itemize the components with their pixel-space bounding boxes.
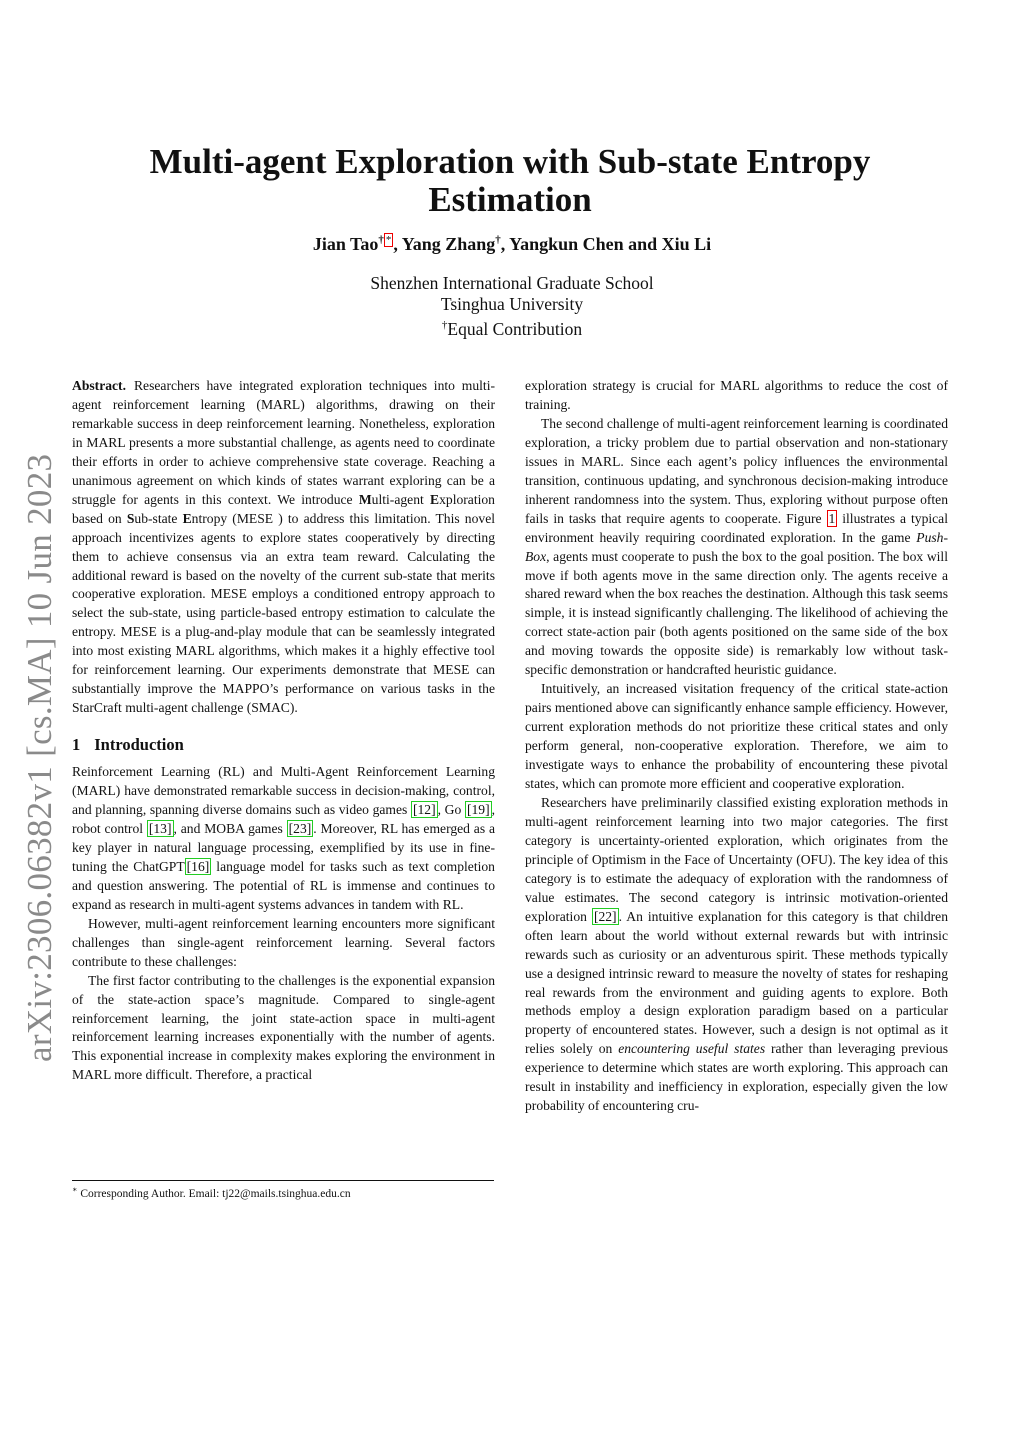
arxiv-stamp: arXiv:2306.06382v1 [cs.MA] 10 Jun 2023: [20, 453, 59, 1062]
text-run: language model for tasks such as text completion and question answering. The potential of RL is immense and continues to expand as research in multi-agent systems advances in tandem with RL.: [72, 858, 495, 912]
right-column: [525, 377, 948, 1116]
text-run: ntropy (MESE ) to address this limitation. This novel approach incentivizes agents to explore states cooperatively by directing them to achieve consensus via an extra team reward. Calculating the additional reward is based on the novelty of the current sub-state that merits cooperative exploration. MESE employs a conditioned entropy approach to select the sub-state, using particle-based entropy estimation to calculate the entropy. MESE is a plug-and-play module that can be seamlessly integrated into most existing MARL algorithms, which makes it a highly effective tool for reinforcement learning. Our experiments demonstrate that MESE can substantially improve the MAPPO’s performance on various tasks in the StarCraft multi-agent challenge (SMAC).: [72, 510, 496, 716]
author-name: , Yang Zhang: [393, 234, 496, 254]
text-run: Researchers have integrated exploration techniques into multi-agent reinforcement learning (MARL) algorithms, drawing on their remarkable success in deep reinforcement learning. Nonetheless, exploration in MARL presents a more substantial challenge, as agents need to coordinate their efforts in order to achieve comprehensive state coverage. Reaching a unanimous agreement on which kinds of states warrant exploring can be a struggle for agents in this context. We introduce: [72, 378, 495, 507]
text-run: . An intuitive explanation for this category is that children often learn about the world without external rewards but with intrinsic rewards such as curiosity or an adventurous spirit. These methods typically use a designed intrinsic reward to measure the novelty of states for reshaping real rewards from the environment and guiding agents to explore. Both methods employ a design exploration paradigm based on a particular property of encountered states. However, such a design is not optimal as it relies solely on: [525, 908, 948, 1057]
paragraph: [525, 680, 948, 794]
bold-initial: E: [182, 510, 192, 526]
footnote: [72, 1185, 351, 1200]
paragraph: [525, 415, 948, 680]
footnote-mark: ∗: [72, 1185, 78, 1194]
text-run: illustrates a typical environment heavily requiring coordinated exploration. In the game: [525, 510, 948, 545]
text-run: , robot control: [72, 802, 496, 836]
text-run: Reinforcement Learning (RL) and Multi-Agent Reinforcement Learning (MARL) have demonstrated remarkable success in decision-making, control, and planning, spanning diverse domains such as video games: [72, 764, 495, 818]
citation-link[interactable]: [12]: [412, 802, 436, 818]
text-run: , agents must cooperate to push the box to the goal position. The box will move if both agents move in the same direction only. The agents receive a shared reward when the box reaches the destination. Although this task seems simple, it is instead significantly challenging. The likelihood of achieving the correct state-action pair (both agents positioned on the same side of the box and moving towards the opposite side) is remarkably low without task-specific demonstration or handcrafted heuristic guidance.: [525, 548, 948, 678]
text-run: exploration strategy is crucial for MARL algorithms to reduce the cost of training.: [525, 378, 948, 412]
equal-contribution-mark: †: [378, 234, 384, 246]
text-run: The first factor contributing to the challenges is the exponential expansion of the state-action space’s magnitude. Compared to single-agent reinforcement learning, the joint state-action space in multi-agent reinforcement learning increases exponentially with the number of agents. This exponential increase in complexity makes exploring the environment in MARL more difficult. Therefore, a practical: [72, 972, 495, 1083]
text-run: , Go: [437, 802, 465, 818]
author-list: [0, 234, 1024, 255]
author-name: , Yangkun Chen and Xiu Li: [500, 234, 712, 254]
text-run: . Moreover, RL has emerged as a key player in natural language processing, exemplified by its use in fine-tuning the ChatGPT: [72, 820, 495, 874]
equal-contribution-note: Equal Contribution: [447, 318, 583, 339]
italic-text: Push-Box: [525, 529, 948, 564]
text-run: ub-state: [134, 510, 183, 526]
text-run: Intuitively, an increased visitation frequency of the critical state-action pairs mentioned above can significantly enhance sample efficiency. However, current exploration methods do not prioritize these critical states and only perform general, non-cooperative exploration. Therefore, we aim to investigate ways to enhance the probability of encountering these pivotal states, which can promote more efficient and cooperative exploration.: [525, 681, 948, 792]
bold-initial: S: [126, 510, 135, 526]
citation-link[interactable]: [16]: [186, 858, 210, 874]
abstract-label: Abstract.: [72, 378, 126, 393]
paragraph: [72, 915, 495, 972]
section-heading: [72, 736, 495, 755]
figure-reference-link[interactable]: 1: [828, 510, 836, 526]
equal-contribution-mark: †: [495, 234, 501, 246]
dagger-mark: †: [441, 319, 448, 331]
text-run: Researchers have preliminarily classified existing exploration methods in multi-agent reinforcement learning into two major categories. The first category is uncertainty-oriented exploration, which originates from the principle of Optimism in the Face of Uncertainty (OFU). The key idea of this category is to estimate the adequacy of exploration with the randomness of value estimates. The second category is intrinsic motivation-oriented exploration: [525, 794, 948, 924]
section-number: 1: [72, 735, 81, 755]
citation-link[interactable]: [13]: [148, 820, 172, 836]
section-title: Introduction: [94, 735, 184, 755]
italic-text: encountering useful states: [618, 1041, 766, 1057]
text-run: The second challenge of multi-agent reinforcement learning is coordinated exploration, a tricky problem due to partial observation and non-stationary issues in MARL. Since each agent’s policy influences the environmental transition, continuous updating, and synchronous decision-making introduce inherent randomness into the system. Thus, exploring without purpose often fails in tasks that require agents to cooperate. Figure: [525, 415, 948, 526]
text-run: rather than leveraging previous experience to determine which states are worth exploring. This approach can result in instability and inefficiency in exploration, especially given the low probability of encountering cru-: [525, 1041, 948, 1114]
text-run: xploration based on: [72, 491, 495, 526]
footnote-rule: [72, 1180, 494, 1181]
citation-link[interactable]: [19]: [466, 802, 490, 818]
left-column: [72, 377, 495, 1085]
paragraph: [72, 972, 495, 1086]
affiliation-line: Tsinghua University: [440, 294, 584, 314]
corresponding-author-link[interactable]: *: [385, 234, 392, 246]
bold-initial: M: [358, 491, 372, 507]
affiliation-line: Shenzhen International Graduate School: [370, 273, 654, 293]
footnote-text: Corresponding Author. Email: tj22@mails.tsinghua.edu.cn: [80, 1187, 351, 1200]
paper-title: Multi-agent Exploration with Sub-state Entropy Estimation: [149, 142, 871, 219]
affiliation: [0, 273, 1024, 340]
bold-initial: E: [430, 491, 440, 507]
paragraph: [72, 763, 495, 915]
affiliation-note: [0, 315, 1024, 340]
paragraph: [525, 794, 948, 1116]
citation-link[interactable]: [23]: [288, 820, 312, 836]
text-run: , and MOBA games: [173, 820, 287, 836]
author-name: Jian Tao: [312, 234, 379, 254]
abstract: [72, 377, 495, 718]
text-run: ulti-agent: [371, 491, 431, 507]
citation-link[interactable]: [22]: [593, 908, 617, 924]
text-run: However, multi-agent reinforcement learning encounters more significant challenges than single-agent reinforcement learning. Several factors contribute to these challenges:: [72, 915, 495, 969]
paragraph: [525, 377, 948, 415]
